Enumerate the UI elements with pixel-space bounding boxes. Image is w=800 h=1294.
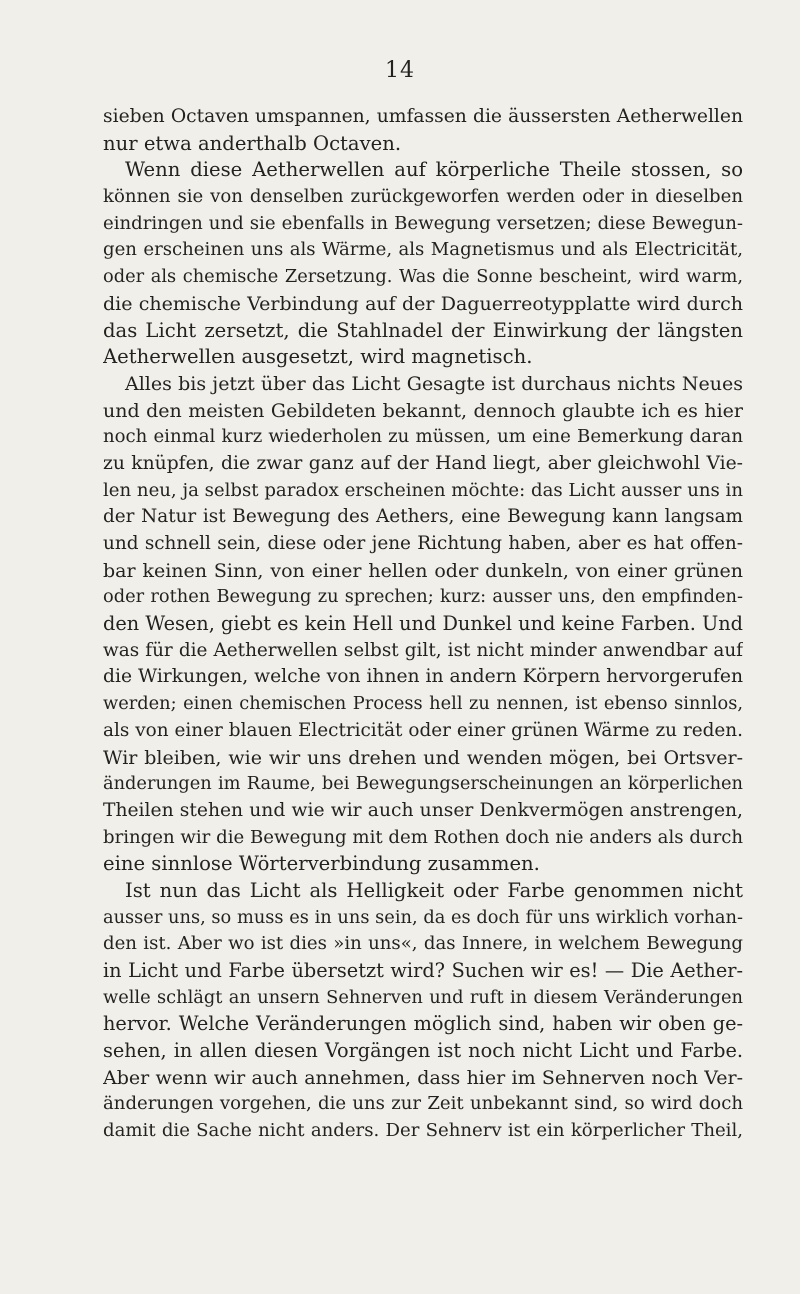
- text-line: änderungen vorgehen, die uns zur Zeit unbekannt sind, so wird doch: [103, 1093, 743, 1115]
- text-line: werden; einen chemischen Process hell zu nennen, ist ebenso sinnlos,: [103, 693, 743, 715]
- text-line: können sie von denselben zurückgeworfen werden oder in dieselben: [103, 186, 743, 208]
- text-line: bar keinen Sinn, von einer hellen oder dunkeln, von einer grünen: [103, 559, 743, 582]
- text-line: welle schlägt an unsern Sehnerven und ruft in diesem Veränderungen: [103, 986, 743, 1008]
- text-line: Wir bleiben, wie wir uns drehen und wenden mögen, bei Ortsver-: [103, 746, 743, 769]
- text-line: der Natur ist Bewegung des Aethers, eine Bewegung kann langsam: [103, 506, 743, 528]
- text-line: oder als chemische Zersetzung. Was die Sonne bescheint, wird warm,: [103, 266, 743, 288]
- text-line: Wenn diese Aetherwellen auf körperliche Theile stossen, so: [125, 158, 743, 182]
- text-line: Aber wenn wir auch annehmen, dass hier im Sehnerven noch Ver-: [103, 1066, 743, 1089]
- text-line: sieben Octaven umspannen, umfassen die äussersten Aetherwellen: [103, 106, 743, 127]
- body-text: [103, 104, 743, 1145]
- text-line: in Licht und Farbe übersetzt wird? Suchen wir es! — Die Aether-: [103, 959, 743, 982]
- text-line: nur etwa anderthalb Octaven.: [103, 131, 402, 155]
- text-line: damit die Sache nicht anders. Der Sehnerv ist ein körperlicher Theil,: [103, 1120, 743, 1142]
- text-line: das Licht zersetzt, die Stahlnadel der Einwirkung der längsten: [103, 318, 743, 342]
- text-line: bringen wir die Bewegung mit dem Rothen doch nie anders als durch: [103, 826, 743, 848]
- text-line: Aetherwellen ausgesetzt, wird magnetisch.: [103, 345, 533, 369]
- text-line: den ist. Aber wo ist dies »in uns«, das Innere, in welchem Bewegung: [103, 933, 743, 955]
- page-number: 14: [385, 58, 415, 83]
- text-line: den Wesen, giebt es kein Hell und Dunkel und keine Farben. Und: [103, 612, 743, 636]
- text-line: eindringen und sie ebenfalls in Bewegung versetzen; diese Bewegun-: [103, 212, 743, 234]
- text-line: was für die Aetherwellen selbst gilt, ist nicht minder anwendbar auf: [103, 639, 743, 661]
- text-line: Alles bis jetzt über das Licht Gesagte ist durchaus nichts Neues: [125, 372, 743, 395]
- text-line: ausser uns, so muss es in uns sein, da es doch für uns wirklich vorhan-: [103, 906, 743, 928]
- text-line: Theilen stehen und wie wir auch unser Denkvermögen anstrengen,: [103, 799, 743, 821]
- text-line: sehen, in allen diesen Vorgängen ist noch nicht Licht und Farbe.: [103, 1039, 743, 1063]
- text-line: noch einmal kurz wiederholen zu müssen, um eine Bemerkung daran: [103, 426, 743, 448]
- text-line: als von einer blauen Electricität oder einer grünen Wärme zu reden.: [103, 719, 743, 741]
- text-line: und den meisten Gebildeten bekannt, dennoch glaubte ich es hier: [103, 399, 743, 422]
- text-line: oder rothen Bewegung zu sprechen; kurz: ausser uns, den empfinden-: [103, 586, 743, 608]
- text-line: hervor. Welche Veränderungen möglich sind, haben wir oben ge-: [103, 1012, 743, 1036]
- text-line: eine sinnlose Wörterverbindung zusammen.: [103, 852, 540, 876]
- text-line: änderungen im Raume, bei Bewegungserscheinungen an körperlichen: [103, 773, 743, 795]
- text-line: zu knüpfen, die zwar ganz auf der Hand liegt, aber gleichwohl Vie-: [103, 452, 743, 474]
- text-line: die Wirkungen, welche von ihnen in andern Körpern hervorgerufen: [103, 666, 743, 688]
- text-line: und schnell sein, diese oder jene Richtung haben, aber es hat offen-: [103, 533, 743, 554]
- text-line: die chemische Verbindung auf der Daguerreotypplatte wird durch: [103, 292, 743, 315]
- text-line: Ist nun das Licht als Helligkeit oder Farbe genommen nicht: [125, 878, 743, 902]
- text-line: gen erscheinen uns als Wärme, als Magnetismus und als Electricität,: [103, 239, 743, 261]
- text-line: len neu, ja selbst paradox erscheinen möchte: das Licht ausser uns in: [103, 479, 743, 501]
